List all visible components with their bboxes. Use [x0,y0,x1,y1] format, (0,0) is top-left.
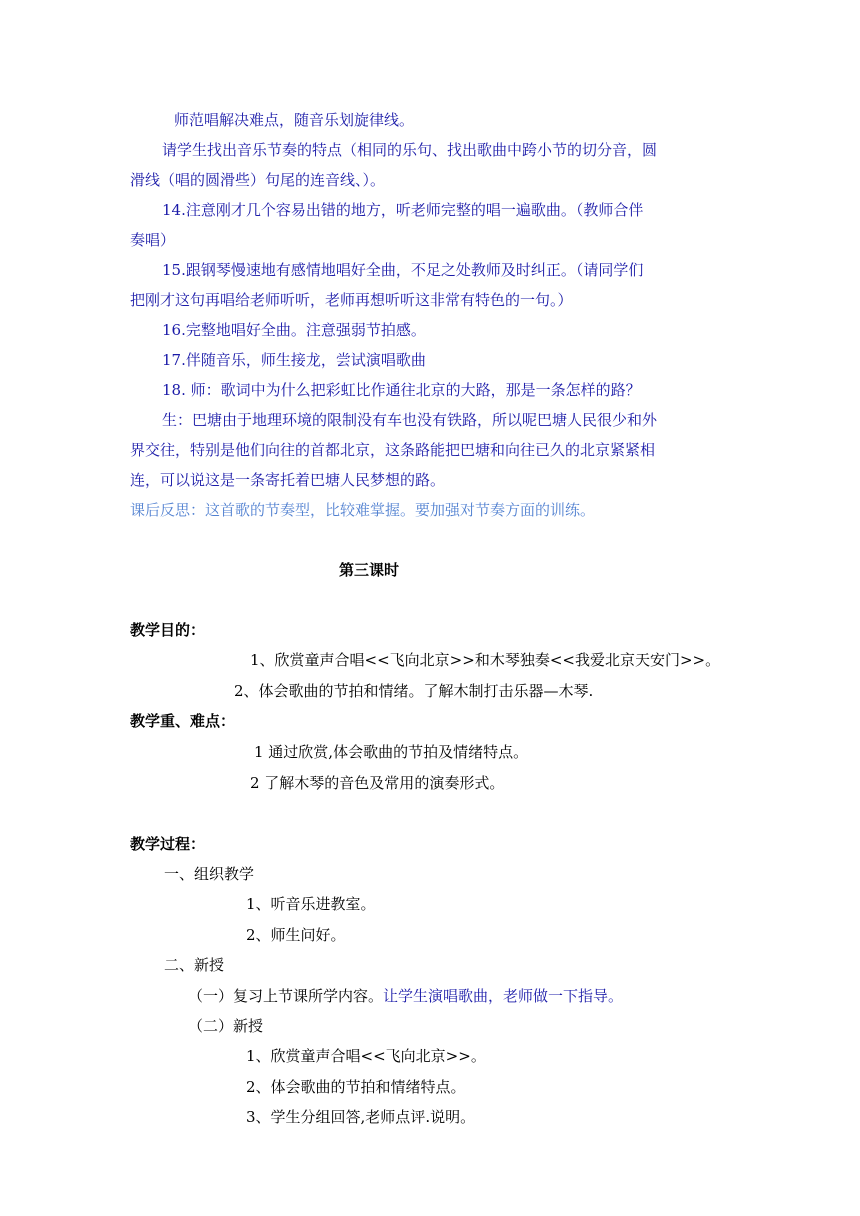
process-item: 2、体会歌曲的节拍和情绪特点。 [246,1078,466,1096]
process-section: 一、组织教学 [164,865,255,883]
paragraph-line: 师范唱解决难点，随音乐划旋律线。 [174,111,415,129]
paragraph-line: 滑线（唱的圆滑些）句尾的连音线、）。 [130,171,386,189]
key-point-item: 1 通过欣赏,体会歌曲的节拍及情绪特点。 [254,743,529,761]
process-item: 1、欣赏童声合唱<<飞向北京>>。 [246,1047,486,1065]
process-item: 2、师生问好。 [246,926,346,944]
key-points-heading: 教学重、难点： [130,712,236,730]
paragraph-line: 奏唱） [130,231,176,249]
process-section: 二、新授 [164,956,225,974]
paragraph-line: 连，可以说这是一条寄托着巴塘人民梦想的路。 [130,471,446,489]
paragraph-line: 把刚才这句再唱给老师听听，老师再想听听这非常有特色的一句。） [130,291,573,309]
paragraph-line: 18. 师：歌词中为什么把彩虹比作通往北京的大路，那是一条怎样的路？ [162,381,641,399]
paragraph-line: 14.注意刚才几个容易出错的地方，听老师完整的唱一遍歌曲。（教师合伴 [162,201,644,219]
subsection-text: （一）复习上节课所学内容。 [188,987,384,1005]
paragraph-line: 15.跟钢琴慢速地有感情地唱好全曲，不足之处教师及时纠正。（请同学们 [162,261,644,279]
paragraph-line: 请学生找出音乐节奏的特点（相同的乐句、找出歌曲中跨小节的切分音，圆 [162,141,658,159]
paragraph-line: 16.完整地唱好全曲。注意强弱节拍感。 [162,321,426,339]
process-subsection [188,986,623,1006]
goals-heading: 教学目的： [130,621,206,639]
reflection-line: 课后反思：这首歌的节奏型，比较难掌握。要加强对节奏方面的训练。 [130,501,596,519]
process-item: 1、听音乐进教室。 [246,895,376,913]
process-heading: 教学过程： [130,835,206,853]
subsection-highlight: 让学生演唱歌曲，老师做一下指导。 [383,987,624,1005]
paragraph-line: 界交往，特别是他们向往的首都北京，这条路能把巴塘和向往已久的北京紧紧相 [130,441,656,459]
process-item: 3、学生分组回答,老师点评.说明。 [246,1108,476,1126]
paragraph-line: 17.伴随音乐，师生接龙，尝试演唱歌曲 [162,351,426,369]
key-point-item: 2 了解木琴的音色及常用的演奏形式。 [250,774,505,792]
goal-item: 2、体会歌曲的节拍和情绪。了解木制打击乐器—木琴. [234,682,594,700]
goal-item: 1、欣赏童声合唱<<飞向北京>>和木琴独奏<<我爱北京天安门>>。 [250,651,721,669]
paragraph-line: 生：巴塘由于地理环境的限制没有车也没有铁路，所以呢巴塘人民很少和外 [162,411,658,429]
process-subsection: （二）新授 [188,1017,264,1035]
section-title: 第三课时 [339,561,400,579]
